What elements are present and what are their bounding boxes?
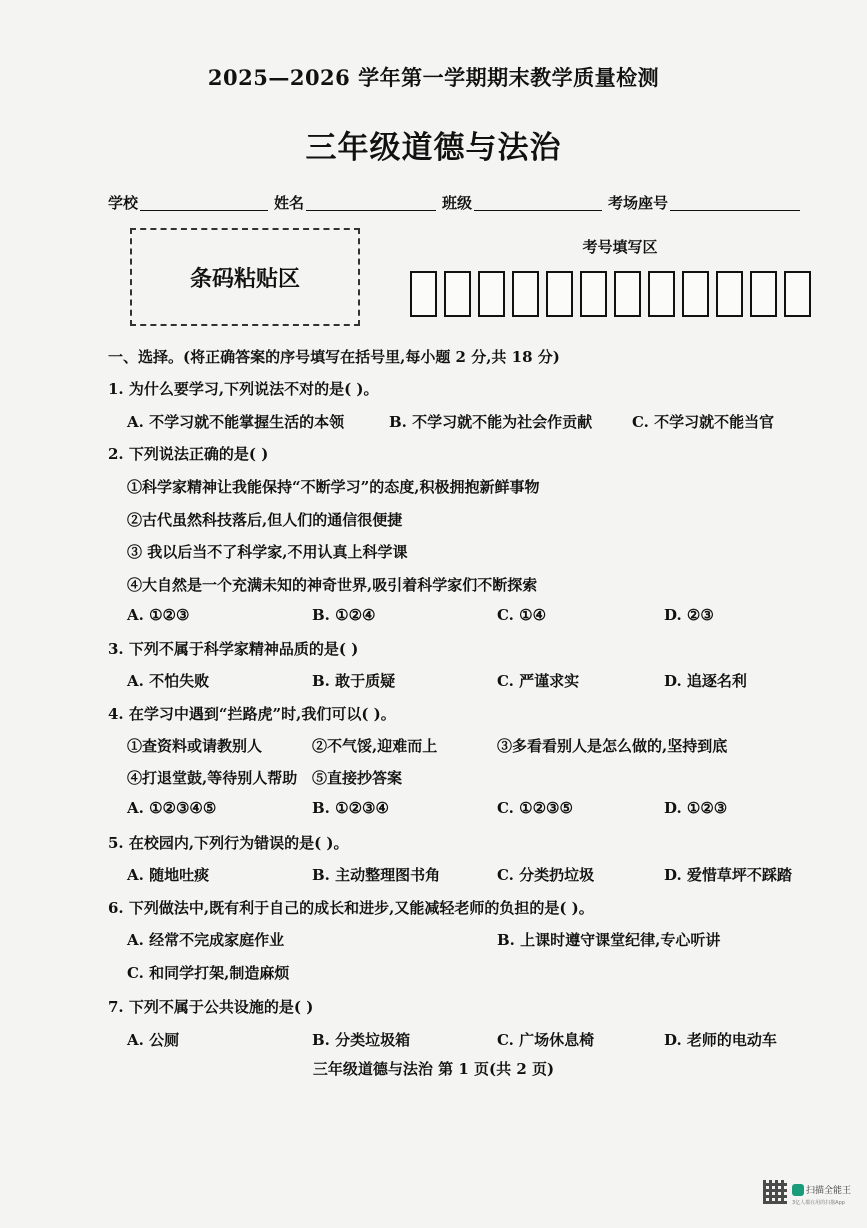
question-4-option-c: C. ①②③⑤ [497, 799, 573, 817]
question-2-option-b: B. ①②④ [312, 606, 376, 624]
question-3-option-d: D. 追逐名利 [664, 672, 747, 690]
school-label: 学校 [108, 194, 139, 212]
name-field[interactable] [306, 192, 436, 211]
question-2-statement-2: ②古代虽然科技落后,但人们的通信很便捷 [127, 511, 403, 529]
scanner-watermark-name: 扫描全能王 [806, 1186, 852, 1196]
exam-number-digit-box[interactable] [478, 271, 505, 317]
page-footer: 三年级道德与法治 第 1 页(共 2 页) [312, 1060, 555, 1078]
exam-number-digit-box[interactable] [410, 271, 437, 317]
question-1-stem: 1. 为什么要学习,下列说法不对的是( )。 [108, 380, 379, 398]
question-7-option-b: B. 分类垃圾箱 [312, 1031, 411, 1049]
exam-number-digit-box[interactable] [512, 271, 539, 317]
question-3-option-c: C. 严谨求实 [497, 672, 580, 690]
question-4-option-a: A. ①②③④⑤ [127, 799, 217, 817]
exam-title: 2025—2026 学年第一学期期末教学质量检测 [207, 65, 660, 90]
question-3-stem: 3. 下列不属于科学家精神品质的是( ) [108, 640, 359, 658]
question-6-option-b: B. 上课时遵守课堂纪律,专心听讲 [497, 931, 721, 949]
exam-number-digit-box[interactable] [648, 271, 675, 317]
exam-number-title: 考号填写区 [582, 238, 658, 256]
question-3-option-a: A. 不怕失败 [127, 672, 210, 690]
question-1-option-b: B. 不学习就不能为社会作贡献 [389, 413, 593, 431]
school-field[interactable] [140, 192, 268, 211]
question-7-option-c: C. 广场休息椅 [497, 1031, 595, 1049]
exam-number-digit-box[interactable] [784, 271, 811, 317]
question-4-statement-4: ④打退堂鼓,等待别人帮助 [127, 769, 298, 787]
student-info-row [108, 189, 820, 213]
question-1-option-a: A. 不学习就不能掌握生活的本领 [127, 413, 345, 431]
question-7-option-a: A. 公厕 [127, 1031, 180, 1049]
question-6-option-c: C. 和同学打架,制造麻烦 [127, 964, 290, 982]
qr-code-icon [763, 1180, 787, 1204]
exam-number-digit-box[interactable] [614, 271, 641, 317]
subject-title: 三年级道德与法治 [305, 130, 562, 166]
question-3-option-b: B. 敢于质疑 [312, 672, 396, 690]
seat-field[interactable] [670, 192, 800, 211]
question-4-option-b: B. ①②③④ [312, 799, 389, 817]
question-2-option-c: C. ①④ [497, 606, 547, 624]
exam-number-digit-box[interactable] [580, 271, 607, 317]
scanner-watermark-subtitle: 3亿人都在用的扫描App [792, 1200, 845, 1206]
exam-number-digit-box[interactable] [716, 271, 743, 317]
question-5-option-c: C. 分类扔垃圾 [497, 866, 595, 884]
question-2-statement-1: ①科学家精神让我能保持“不断学习”的态度,积极拥抱新鲜事物 [127, 478, 540, 496]
question-2-option-a: A. ①②③ [127, 606, 190, 624]
question-2-statement-3: ③ 我以后当不了科学家,不用认真上科学课 [127, 543, 408, 561]
question-4-statement-1: ①查资料或请教别人 [127, 737, 263, 755]
exam-number-digit-box[interactable] [546, 271, 573, 317]
question-5-option-d: D. 爱惜草坪不踩踏 [664, 866, 792, 884]
question-4-statement-3: ③多看看别人是怎么做的,坚持到底 [497, 737, 728, 755]
question-4-stem: 4. 在学习中遇到“拦路虎”时,我们可以( )。 [108, 705, 396, 723]
question-5-stem: 5. 在校园内,下列行为错误的是( )。 [108, 834, 349, 852]
barcode-area: 条码粘贴区 [130, 228, 360, 326]
question-7-option-d: D. 老师的电动车 [664, 1031, 777, 1049]
exam-number-digit-box[interactable] [682, 271, 709, 317]
class-label: 班级 [442, 194, 473, 212]
question-4-statement-2: ②不气馁,迎难而上 [312, 737, 438, 755]
seat-label: 考场座号 [608, 194, 669, 212]
question-4-statement-5: ⑤直接抄答案 [312, 769, 403, 787]
question-6-option-a: A. 经常不完成家庭作业 [127, 931, 285, 949]
question-4-option-d: D. ①②③ [664, 799, 728, 817]
question-2-stem: 2. 下列说法正确的是( ) [108, 445, 269, 463]
question-5-option-a: A. 随地吐痰 [127, 866, 210, 884]
section-title: 一、选择。(将正确答案的序号填写在括号里,每小题 2 分,共 18 分) [108, 348, 560, 366]
exam-number-digit-box[interactable] [444, 271, 471, 317]
exam-number-digit-box[interactable] [750, 271, 777, 317]
question-1-option-c: C. 不学习就不能当官 [632, 413, 775, 431]
question-2-option-d: D. ②③ [664, 606, 714, 624]
scanner-logo-icon [792, 1184, 804, 1196]
exam-number-boxes [410, 271, 811, 319]
question-7-stem: 7. 下列不属于公共设施的是( ) [108, 998, 314, 1016]
question-2-statement-4: ④大自然是一个充满未知的神奇世界,吸引着科学家们不断探索 [127, 576, 538, 594]
question-5-option-b: B. 主动整理图书角 [312, 866, 441, 884]
class-field[interactable] [474, 192, 602, 211]
name-label: 姓名 [274, 194, 305, 212]
question-6-stem: 6. 下列做法中,既有利于自己的成长和进步,又能减轻老师的负担的是( )。 [108, 899, 594, 917]
